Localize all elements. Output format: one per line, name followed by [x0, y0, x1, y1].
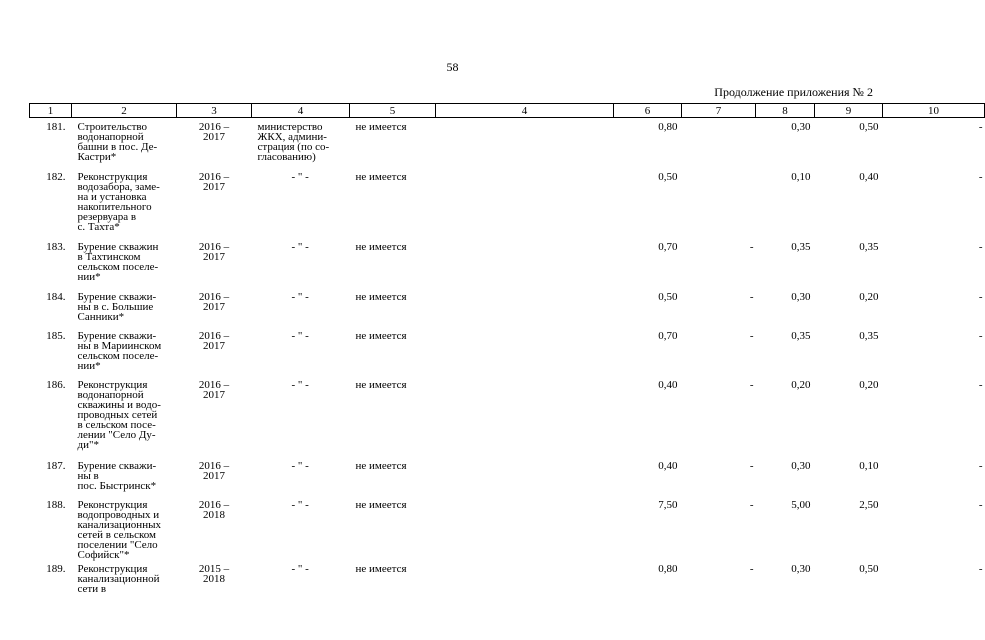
column-header: 2 [72, 104, 177, 118]
text-line: Реконструкция [77, 498, 148, 511]
documentation: не имеется [355, 498, 407, 511]
header-row [30, 104, 985, 118]
text-line: Софийск"* [77, 548, 130, 561]
text-line: страция (по со- [257, 141, 330, 153]
total-value: 0,80 [658, 121, 678, 133]
col-10-value: - [978, 240, 983, 253]
text-line: 2016 – [198, 378, 230, 391]
text-line: - " - [291, 378, 309, 391]
total-value: 0,40 [658, 459, 678, 472]
row-number: 189. [46, 562, 66, 575]
col-8-value: 5,00 [791, 498, 811, 511]
table-row [30, 457, 985, 496]
col-9-value: 0,35 [859, 240, 879, 253]
col-7: - [749, 329, 754, 342]
col-8-value: 0,10 [791, 170, 811, 183]
text-line: 2018 [203, 508, 225, 521]
column-header: 7 [682, 104, 756, 118]
documentation: не имеется [355, 329, 407, 342]
col-9-value: 0,10 [859, 459, 879, 472]
project-name [72, 457, 177, 496]
text-line: 2017 [203, 339, 225, 352]
text-line: поселении "Село [77, 538, 158, 551]
text-line: Реконструкция [77, 170, 148, 183]
text-line: 2017 [203, 131, 225, 143]
text-line: Бурение скважин [77, 240, 159, 253]
table-body [30, 118, 985, 600]
row-number: 181. [46, 121, 66, 133]
text-line: - " - [291, 170, 309, 183]
col-7: - [749, 562, 754, 575]
text-line: в сельском посе- [77, 418, 156, 431]
text-line: ди"* [77, 438, 99, 451]
text-line: 2017 [203, 300, 225, 313]
table-row [30, 376, 985, 457]
total-value: 0,70 [658, 329, 678, 342]
col-10-value: - [978, 378, 983, 391]
text-line: Бурение скважи- [77, 459, 157, 472]
text-line: - " - [291, 290, 309, 303]
documentation: не имеется [355, 459, 407, 472]
column-header: 5 [350, 104, 436, 118]
text-line: проводных сетей [77, 408, 158, 421]
executor [252, 238, 350, 288]
project-name [72, 238, 177, 288]
executor [252, 560, 350, 600]
continuation-caption: Продолжение приложения № 2 [714, 85, 873, 99]
text-line: - " - [291, 240, 309, 253]
project-name [72, 168, 177, 238]
col-9-value: 0,40 [859, 170, 879, 183]
project-name [72, 327, 177, 376]
text-line: башни в пос. Де- [77, 141, 158, 153]
row-number: 185. [46, 329, 66, 342]
documentation: не имеется [355, 290, 407, 303]
text-line: 2017 [203, 180, 225, 193]
executor [252, 327, 350, 376]
period [177, 560, 252, 600]
executor [252, 288, 350, 327]
text-line: 2016 – [198, 329, 230, 342]
text-line: в Тахтинском [77, 250, 141, 263]
col-9-value: 0,50 [859, 562, 879, 575]
period [177, 496, 252, 560]
text-line: накопительного [77, 200, 152, 213]
text-line: водонапорной [77, 131, 144, 143]
row-number: 183. [46, 240, 66, 253]
text-line: нии* [77, 359, 101, 372]
col-8-value: 0,30 [791, 290, 811, 303]
executor [252, 168, 350, 238]
text-line: нии* [77, 270, 101, 283]
appendix-table [29, 103, 985, 600]
total-value: 0,40 [658, 378, 678, 391]
text-line: Бурение скважи- [77, 290, 157, 303]
col-8-value: 0,20 [791, 378, 811, 391]
col-10-value: - [978, 121, 983, 133]
table-row [30, 560, 985, 600]
column-header: 3 [177, 104, 252, 118]
column-header: 1 [30, 104, 72, 118]
text-line: Кастри* [77, 151, 117, 163]
period [177, 168, 252, 238]
col-8-value: 0,35 [791, 329, 811, 342]
column-header: 8 [756, 104, 815, 118]
col-9-value: 0,20 [859, 378, 879, 391]
text-line: 2016 – [198, 459, 230, 472]
executor [252, 496, 350, 560]
col-7 [682, 168, 756, 238]
col-7: - [749, 459, 754, 472]
row-number: 186. [46, 378, 66, 391]
documentation: не имеется [355, 378, 407, 391]
project-name [72, 560, 177, 600]
col-4 [436, 457, 614, 496]
documentation: не имеется [355, 121, 407, 133]
col-9-value: 0,50 [859, 121, 879, 133]
project-name [72, 496, 177, 560]
period [177, 288, 252, 327]
column-header: 9 [815, 104, 883, 118]
total-value: 0,50 [658, 170, 678, 183]
table-row [30, 327, 985, 376]
column-header: 4 [436, 104, 614, 118]
col-4 [436, 168, 614, 238]
text-line: 2015 – [198, 562, 230, 575]
text-line: 2017 [203, 469, 225, 482]
page-number: 58 [446, 60, 459, 74]
executor [252, 457, 350, 496]
col-10-value: - [978, 459, 983, 472]
text-line: Реконструкция [77, 562, 148, 575]
period [177, 376, 252, 457]
text-line: - " - [291, 498, 309, 511]
documentation: не имеется [355, 240, 407, 253]
text-line: сетей в сельском [77, 528, 156, 541]
text-line: сети в [77, 582, 107, 595]
text-line: 2016 – [198, 240, 230, 253]
text-line: лении "Село Ду- [77, 428, 156, 441]
col-4 [436, 560, 614, 600]
text-line: канализационной [77, 572, 160, 585]
col-4 [436, 496, 614, 560]
text-line: 2017 [203, 250, 225, 263]
period [177, 457, 252, 496]
row-number: 184. [46, 290, 66, 303]
text-line: 2016 – [198, 170, 230, 183]
text-line: резервуара в [77, 210, 137, 223]
text-line: министерство [257, 121, 323, 133]
text-line: водонапорной [77, 388, 144, 401]
total-value: 0,80 [658, 562, 678, 575]
text-line: - " - [291, 562, 309, 575]
text-line: Реконструкция [77, 378, 148, 391]
total-value: 0,70 [658, 240, 678, 253]
col-9-value: 0,35 [859, 329, 879, 342]
col-10-value: - [978, 562, 983, 575]
column-header: 6 [614, 104, 682, 118]
text-line: канализационных [77, 518, 161, 531]
col-4 [436, 118, 614, 168]
executor [252, 118, 350, 168]
text-line: 2016 – [198, 290, 230, 303]
col-4 [436, 238, 614, 288]
col-8-value: 0,35 [791, 240, 811, 253]
project-name [72, 118, 177, 168]
text-line: Бурение скважи- [77, 329, 157, 342]
total-value: 7,50 [658, 498, 678, 511]
column-header: 10 [883, 104, 985, 118]
project-name [72, 288, 177, 327]
col-4 [436, 288, 614, 327]
text-line: водопроводных и [77, 508, 160, 521]
text-line: 2016 – [198, 498, 230, 511]
table-row [30, 118, 985, 168]
executor [252, 376, 350, 457]
text-line: сельском поселе- [77, 349, 159, 362]
table-row [30, 496, 985, 560]
col-10-value: - [978, 498, 983, 511]
text-line: ЖКХ, админи- [257, 131, 327, 143]
text-line: с. Тахта* [77, 220, 120, 233]
col-7: - [749, 378, 754, 391]
text-line: скважины и водо- [77, 398, 161, 411]
col-8-value: 0,30 [791, 459, 811, 472]
col-8-value: 0,30 [791, 562, 811, 575]
col-4 [436, 327, 614, 376]
col-7: - [749, 290, 754, 303]
project-name [72, 376, 177, 457]
text-line: 2018 [203, 572, 225, 585]
text-line: ны в [77, 469, 99, 482]
text-line: на и установка [77, 190, 147, 203]
table-row [30, 168, 985, 238]
period [177, 327, 252, 376]
col-9-value: 2,50 [859, 498, 879, 511]
text-line: 2016 – [198, 121, 230, 133]
col-9-value: 0,20 [859, 290, 879, 303]
documentation: не имеется [355, 170, 407, 183]
row-number: 187. [46, 459, 66, 472]
col-7 [682, 118, 756, 168]
documentation: не имеется [355, 562, 407, 575]
period [177, 118, 252, 168]
text-line: гласованию) [257, 151, 316, 163]
text-line: ны в с. Большие [77, 300, 154, 313]
col-7: - [749, 498, 754, 511]
text-line: Санники* [77, 310, 125, 323]
text-line: водозабора, заме- [77, 180, 160, 193]
table-row [30, 238, 985, 288]
col-10-value: - [978, 290, 983, 303]
total-value: 0,50 [658, 290, 678, 303]
text-line: - " - [291, 459, 309, 472]
text-line: пос. Быстринск* [77, 479, 157, 492]
row-number: 182. [46, 170, 66, 183]
col-8-value: 0,30 [791, 121, 811, 133]
col-7: - [749, 240, 754, 253]
column-header: 4 [252, 104, 350, 118]
row-number: 188. [46, 498, 66, 511]
col-10-value: - [978, 170, 983, 183]
text-line: ны в Мариинском [77, 339, 162, 352]
col-10-value: - [978, 329, 983, 342]
text-line: Строительство [77, 121, 148, 133]
text-line: 2017 [203, 388, 225, 401]
table-row [30, 288, 985, 327]
col-4 [436, 376, 614, 457]
text-line: - " - [291, 329, 309, 342]
text-line: сельском поселе- [77, 260, 159, 273]
period [177, 238, 252, 288]
